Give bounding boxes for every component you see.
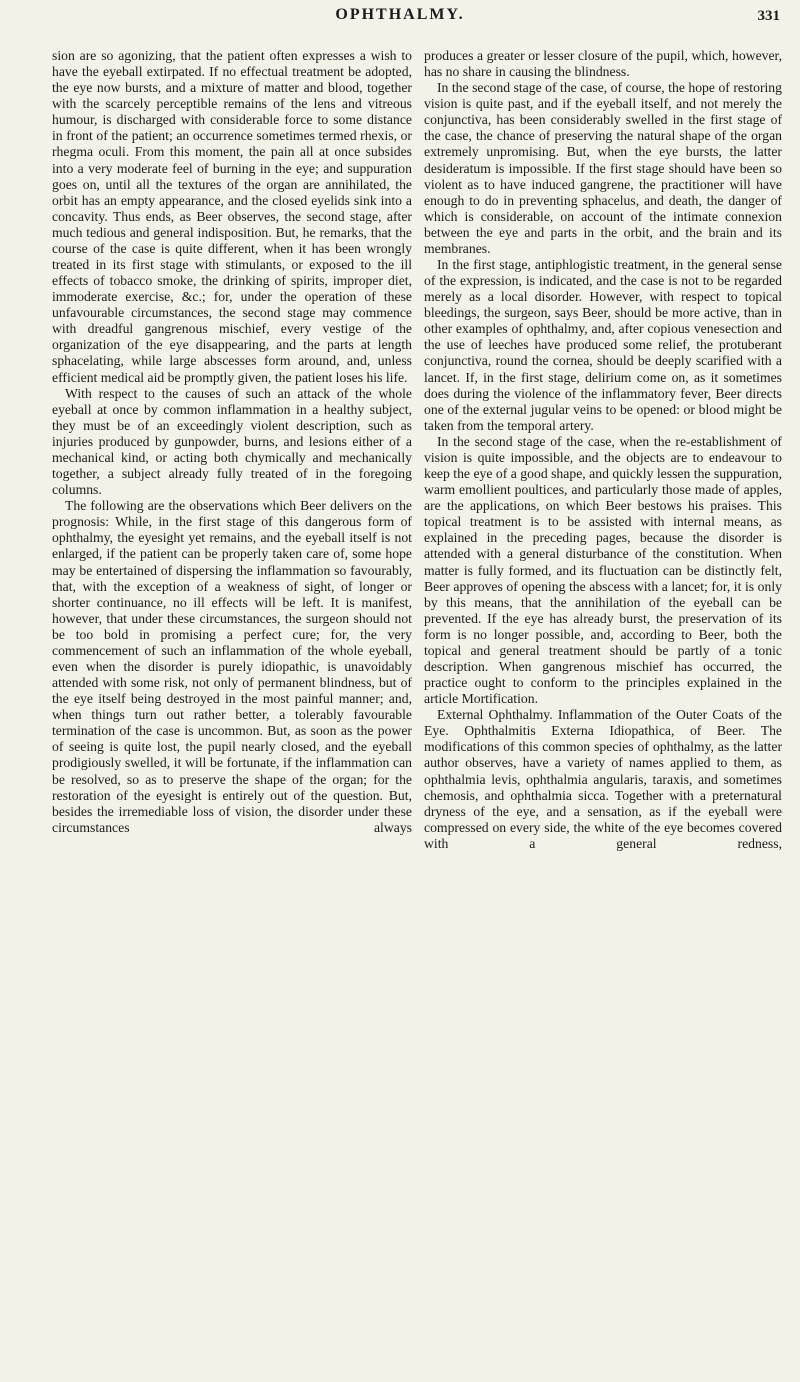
paragraph: With respect to the causes of such an attack of the whole eyeball at once by common inflammation in a healthy subject, they must be of an exceedingly violent description, such as injuries produced by gunpowder, burns, and lesions either of a mechanical kind, or acting both chymically and mechanically together, a subject already fully treated of in the foregoing columns. xyxy=(52,385,412,498)
paragraph: The following are the observations which Beer delivers on the prognosis: While, in the first stage of this dangerous form of ophthalmy, the eyesight yet remains, and the eyeball itself is not enlarged, if the patient can be properly taken care of, some hope may be entertained of dispersing the inflammation so favourably, that, with the exception of a weakness of sight, of longer or shorter continuance, no ill effects will be left. It is manifest, however, that under these circumstances, the surgeon should not be too bold in promising a perfect cure; for, the very commencement of such an inflammation of the whole eyeball, even when the disorder is purely idiopathic, is unavoidably attended with some risk, not only of permanent blindness, but of the eye itself being destroyed in the most painful manner; and, when things turn out rather better, a tolerably favourable termination of the case is uncommon. But, as soon as the power of seeing is quite lost, the pupil nearly closed, and the eyeball prodigiously swelled, it will be fortunate, if the inflammation can be resolved, so as to preserve the shape of the organ; for the restoration of the eyesight is entirely out of the question. But, besides the irremediable loss of vision, the disorder under these circumstances always xyxy=(52,498,412,835)
paragraph: In the first stage, antiphlogistic treatment, in the general sense of the expression, is indicated, and the case is not to be regarded merely as a local disorder. However, with respect to topical bleedings, the surgeon, says Beer, should be more active, than in other examples of ophthalmy, and, after copious venesection and the use of leeches have produced some relief, the protuberant conjunctiva, round the cornea, should be deeply scarified with a lancet. If, in the first stage, delirium come on, as it sometimes does during the violence of the inflammatory fever, Beer directs one of the external jugular veins to be opened: or blood might be taken from the temporal artery. xyxy=(424,257,782,433)
left-text-column xyxy=(52,48,412,836)
paragraph: In the second stage of the case, of course, the hope of restoring vision is quite past, and if the eyeball itself, and not merely the conjunctiva, has been considerably swelled in the first stage of the case, the chance of preserving the natural shape of the organ extremely unpromising. But, when the eye bursts, the latter desideratum is impossible. If the first stage should have been so violent as to have induced gangrene, the practitioner will have enough to do in preventing sphacelus, and death, the danger of which is considerable, on account of the intimate connexion between the eye and parts in the orbit, and the brain and its membranes. xyxy=(424,80,782,256)
paragraph: External Ophthalmy. Inflammation of the Outer Coats of the Eye. Ophthalmitis Externa Idiopathica, of Beer. The modifications of this common species of ophthalmy, as the latter author observes, have a variety of names applied to them, as ophthalmia levis, ophthalmia angularis, taraxis, and sometimes chemosis, and ophthalmia sicca. Together with a preternatural dryness of the eye, and a sensation, as if the eyeball were compressed on every side, the white of the eye becomes covered with a general redness, xyxy=(424,707,782,851)
running-head-title: OPHTHALMY. xyxy=(335,6,465,23)
paragraph: produces a greater or lesser closure of the pupil, which, however, has no share in causing the blindness. xyxy=(424,48,782,80)
right-text-column xyxy=(424,48,782,852)
page-number: 331 xyxy=(757,8,780,24)
paragraph: sion are so agonizing, that the patient often expresses a wish to have the eyeball extirpated. If no effectual treatment be adopted, the eye now bursts, and a mixture of matter and blood, together with the scarcely perceptible remains of the lens and vitreous humour, is discharged with considerable force to some distance in front of the patient; an occurrence sometimes termed rhexis, or rhegma oculi. From this moment, the pain all at once subsides into a very moderate feel of burning in the eye; and suppuration goes on, until all the textures of the organ are annihilated, the orbit has an empty appearance, and the closed eyelids sink into a concavity. Thus ends, as Beer observes, the second stage, after much tedious and general indisposition. But, he remarks, that the course of the case is quite different, when it has been wrongly treated in its first stage with stimulants, or exposed to the ill effects of tobacco smoke, the drinking of spirits, improper diet, immoderate exercise, &c.; for, under the operation of these unfavourable circumstances, the second stage may commence with dreadful gangrenous mischief, every vestige of the organization of the eye disappearing, and the parts at length sphacelating, while large abscesses form around, and, unless efficient medical aid be promptly given, the patient loses his life. xyxy=(52,48,412,385)
running-head xyxy=(0,4,800,34)
paragraph: In the second stage of the case, when the re-establishment of vision is quite impossible, and the objects are to endeavour to keep the eye of a good shape, and quickly lessen the suppuration, warm emollient poultices, and particularly those made of apples, are the applications, on which Beer bestows his praises. This topical treatment is to be assisted with internal means, as explained in the preceding pages, because the disorder is attended with a general disturbance of the constitution. When matter is fully formed, and its fluctuation can be distinctly felt, Beer approves of opening the abscess with a lancet; for, it is only by this means, that the annihilation of the eyeball can be prevented. If the eye has already burst, the preservation of its form is no longer possible, and, according to Beer, both the topical and general treatment should be partly of a tonic description. When gangrenous mischief has occurred, the practice ought to conform to the principles explained in the article Mortification. xyxy=(424,433,782,707)
